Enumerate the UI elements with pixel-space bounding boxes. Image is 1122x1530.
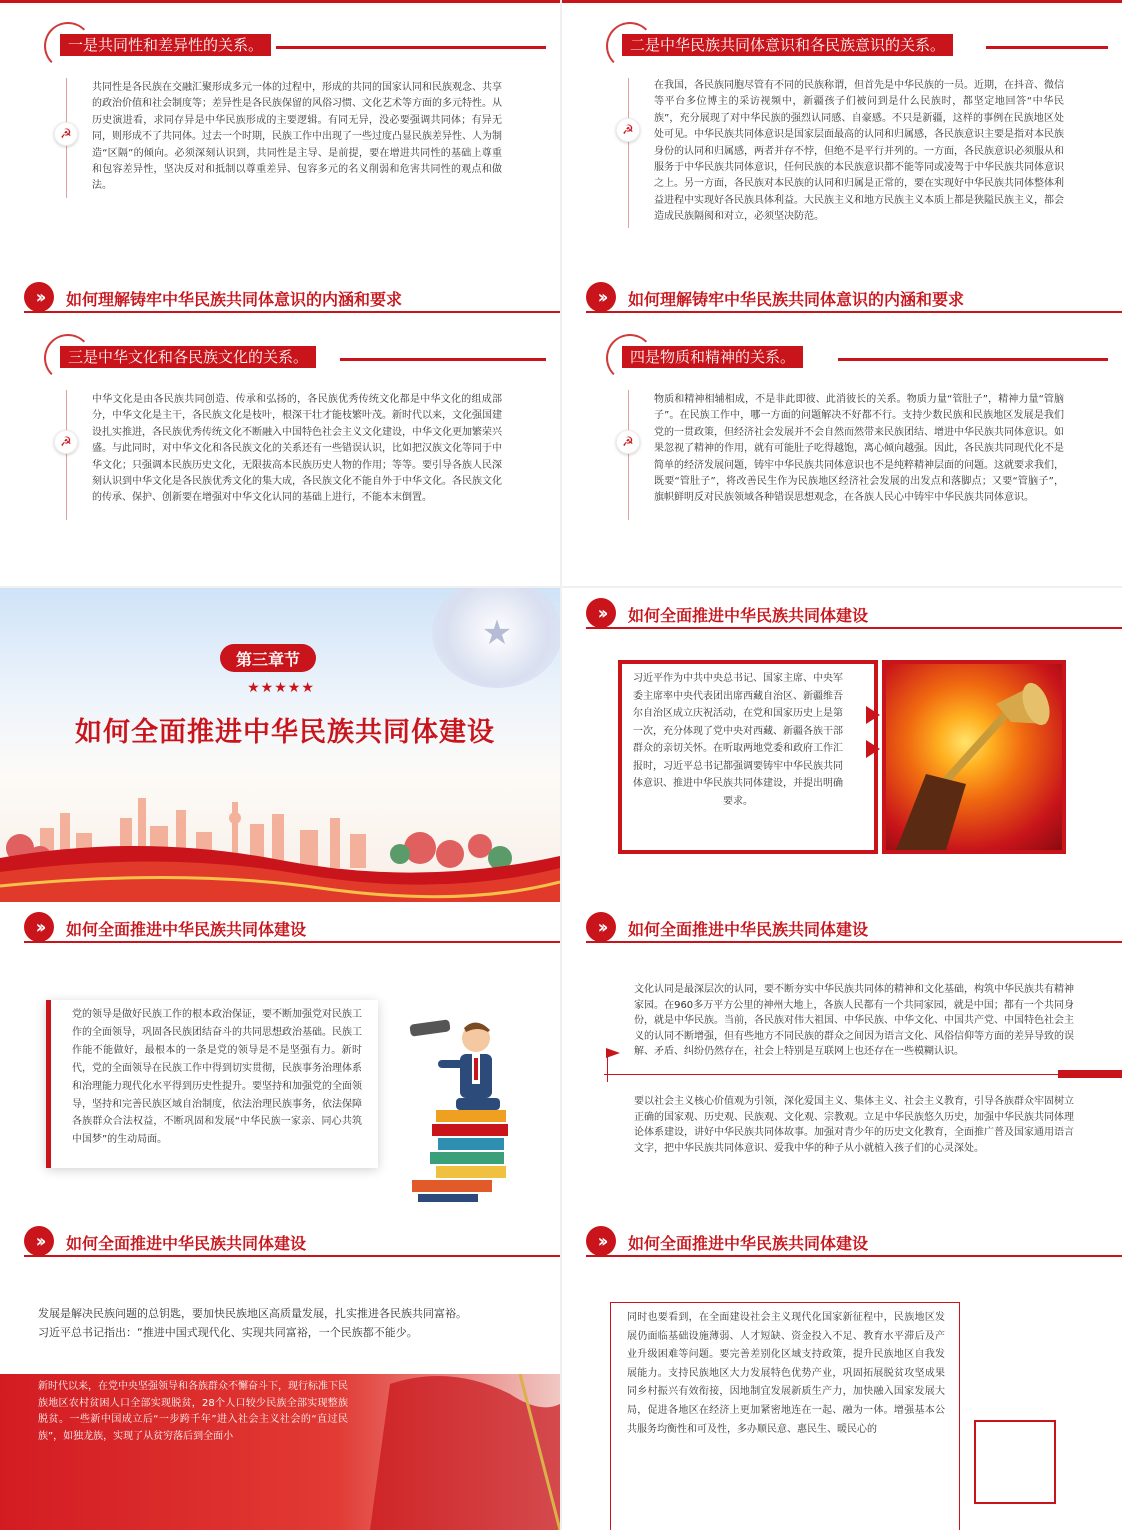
party-emblem-icon: ☭	[54, 122, 78, 146]
flag-icon	[606, 1048, 620, 1058]
cover-title: 如何全面推进中华民族共同体建设	[75, 717, 495, 748]
man-with-telescope-illustration	[408, 1018, 520, 1202]
star-emblem-icon: ★	[432, 588, 560, 688]
section-header: ›› 如何理解铸牢中华民族共同体意识的内涵和要求	[24, 282, 560, 312]
slide-4	[562, 272, 1122, 586]
trumpet-photo	[882, 660, 1066, 854]
subtitle-pill	[44, 334, 544, 374]
red-ribbon-wave	[0, 838, 560, 902]
subtitle: 三是中华文化和各民族文化的关系。	[60, 346, 316, 368]
body-text: 同时也要看到，在全面建设社会主义现代化国家新征程中，民族地区发展仍面临基础设施薄弱、人才短缺、资金投入不足、教育水平滞后及产业升级困难等问题。要完善差别化区域支持政策，提升民族地区自我发展能力。支持民族地区大力发展特色优势产业，巩固拓展脱贫攻坚成果同乡村振兴有效衔接，因地制宜发展新质生产力，加快融入国家发展大局，促进各地区在经济上更加紧密地连在一起、融为一体。增强基本公共服务均衡性和可及性，多办顺民意、惠民生、暖民心的	[627, 1312, 945, 1435]
slide-8	[562, 902, 1122, 1216]
section-header: ›› 如何全面推进中华民族共同体建设	[586, 598, 1122, 628]
body-text: 中华文化是由各民族共同创造、传承和弘扬的，各民族优秀传统文化都是中华文化的组成部分，中华文化是主干，各民族文化是枝叶，根深干壮才能枝繁叶茂。新时代以来，文化强国建设扎实推进，各民族优秀传统文化不断融入中国特色社会主义文化建设，中华文化更加繁荣兴盛。与此同时，对中华文化和各民族文化的关系还有一些错误认识，比如把汉族文化等同于中华文化；只强调本民族历史文化，无限拔高本民族历史人物的作用；等等。要引导各族人民深刻认识到中华文化是各民族优秀文化的集大成，各民族文化不能自外于中华文化。各民族文化的传承、保护、创新要在增强对中华文化认同的基础上进行，不能本末倒置。	[92, 394, 502, 504]
double-chevron-icon: ››	[24, 282, 54, 312]
red-flag-illustration	[370, 1374, 560, 1530]
red-body-text: 新时代以来，在党中央坚强领导和各族群众不懈奋斗下，现行标准下民族地区农村贫困人口全部实现脱贫，28个人口较少民族全部实现整族脱贫。一些新中国成立后“一步跨千年”进入社会主义社会的“直过民族”，如独龙族，实现了从贫穷落后到全面小	[38, 1381, 348, 1442]
section-header: ›› 如何全面推进中华民族共同体建设	[24, 912, 560, 942]
party-emblem-icon: ☭	[616, 430, 640, 454]
arrow-right-icon	[866, 740, 880, 758]
subtitle-pill	[606, 22, 1106, 62]
slide-10	[562, 1216, 1122, 1530]
section-header: ›› 如何理解铸牢中华民族共同体意识的内涵和要求	[586, 282, 1122, 312]
body-text: 物质和精神相辅相成，不是非此即彼、此消彼长的关系。物质力量“管肚子”，精神力量“管脑子”。在民族工作中，哪一方面的问题解决不好都不行。支持少数民族和民族地区发展是我们党的一贯政策，但经济社会发展并不会自然而然带来民族团结、增进中华民族共同体意识。如果忽视了精神的作用，就有可能肚子吃得越饱，离心倾向越强。因此，各民族共同现代化不是简单的经济发展问题，铸牢中华民族共同体意识也不是纯粹精神层面的问题。这就要求我们，既要“管肚子”，将改善民生作为民族地区经济社会发展的出发点和落脚点；又要“管脑子”，旗帜鲜明反对民族领域各种错误思想观念，在各族人民心中铸牢中华民族共同体意识。	[654, 394, 1064, 504]
text-card	[46, 1000, 378, 1168]
subtitle-pill	[44, 22, 544, 62]
double-chevron-icon: ››	[586, 1226, 616, 1256]
body-text: 习近平作为中共中央总书记、国家主席、中央军委主席率中央代表团出席西藏自治区、新疆维吾尔自治区成立庆祝活动，在党和国家历史上是第一次，充分体现了党中央对西藏、新疆各族干部群众的亲切关怀。在听取两地党委和政府工作汇报时，习近平总书记都强调要铸牢中华民族共同体意识、推进中华民族共同体建设，并提出明确要求。	[633, 673, 843, 807]
body-text-2: 要以社会主义核心价值观为引领，深化爱国主义、集体主义、社会主义教育，引导各族群众牢固树立正确的国家观、历史观、民族观、文化观、宗教观。立足中华民族悠久历史，加强中华民族共同体理论体系建设，讲好中华民族共同体故事。加强对青少年的历史文化教育，全面推广普及国家通用语言文字，把中华民族共同体意识、爱我中华的种子从小就植入孩子们的心灵深处。	[634, 1096, 1074, 1154]
slide-5-cover	[0, 588, 560, 902]
text-box	[610, 1302, 960, 1530]
slide-2	[562, 0, 1122, 314]
decorative-square	[974, 1420, 1056, 1504]
intro-text: 发展是解决民族问题的总钥匙，要加快民族地区高质量发展，扎实推进各民族共同富裕。 习近平总书记指出：“推进中国式现代化、实现共同富裕，一个民族都不能少。	[38, 1307, 467, 1339]
section-header: ›› 如何全面推进中华民族共同体建设	[586, 1226, 1122, 1256]
double-chevron-icon: ››	[586, 282, 616, 312]
body-text: 共同性是各民族在交融汇聚形成多元一体的过程中，形成的共同的国家认同和民族观念、共享的政治价值和社会制度等；差异性是各民族保留的风俗习惯、文化艺术等方面的多元特性。从历史演进看，求同存异是中华民族形成的主要逻辑。有同无异，没必要强调共同体；有异无同，则形成不了共同体。过去一个时期，民族工作中出现了一些过度凸显民族差异性、人为制造“区隔”的倾向。必须深刻认识到，共同性是主导、是前提，要在增进共同性的基础上尊重和包容差异性，坚决反对和抵制以尊重差异、包容多元的名义削弱和危害共同性的观点和做法。	[92, 82, 502, 192]
top-rule	[0, 0, 560, 3]
subtitle: 一是共同性和差异性的关系。	[60, 34, 271, 56]
double-chevron-icon: ››	[586, 598, 616, 628]
subtitle-pill	[606, 334, 1106, 374]
slide-3	[0, 272, 560, 586]
slide-1	[0, 0, 560, 314]
slide-9	[0, 1216, 560, 1530]
section-header: ›› 如何全面推进中华民族共同体建设	[586, 912, 1122, 942]
slide-6	[562, 588, 1122, 902]
body-text-1: 文化认同是最深层次的认同，要不断夯实中华民族共同体的精神和文化基础，构筑中华民族共有精神家园。在960多万平方公里的神州大地上，各族人民都有一个共同家园，就是中国；都有一个共同身份，就是中华民族。当前，各民族对伟大祖国、中华民族、中华文化、中国共产党、中国特色社会主义的认同不断增强，但有些地方不同民族的群众之间因为语言文化、风俗信仰等方面的差异导致的误解、矛盾、纠纷仍然存在，社会上特别是互联网上也还存在一些模糊认识。	[634, 984, 1074, 1058]
section-header: ›› 如何全面推进中华民族共同体建设	[24, 1226, 560, 1256]
body-text: 党的领导是做好民族工作的根本政治保证，要不断加强党对民族工作的全面领导，巩固各民族团结奋斗的共同思想政治基础。民族工作能不能做好，最根本的一条是党的领导是不是坚强有力。新时代，党的全面领导在民族工作中得到切实贯彻，民族事务治理体系和治理能力现代化水平得到历史性提升。要坚持和加强党的全面领导，坚持和完善民族区域自治制度，依法治理民族事务，依法保障各族群众合法权益，不断巩固和发展“中华民族一家亲、同心共筑中国梦”的生动局面。	[72, 1009, 362, 1146]
subtitle: 二是中华民族共同体意识和各民族意识的关系。	[622, 34, 953, 56]
stars-icon: ★★★★★	[247, 680, 315, 696]
body-text: 在我国，各民族同胞尽管有不同的民族称谓，但首先是中华民族的一员。近期，在抖音、微信等平台多位博主的采访视频中，新疆孩子们被问到是什么民族时，都坚定地回答“中华民族”，充分展现了对中华民族的强烈认同感、自豪感。不只是新疆，这样的事例在民族地区处处可见。中华民族共同体意识是国家层面最高的认同和归属感，各民族意识主要是指对本民族身份的认同和归属感，两者并存不悖，但绝不是平行并列的。一方面，各民族意识必须服从和服务于中华民族共同体意识，任何民族的本民族意识都不能等同或凌驾于中华民族共同体意识之上。另一方面，各民族对本民族的认同和归属是正常的，要在实现好中华民族共同体整体利益进程中实现好各民族具体利益。大民族主义和地方民族主义本质上都是狭隘民族主义，都会造成民族隔阂和对立，必须坚决防范。	[654, 80, 1064, 223]
double-chevron-icon: ››	[24, 912, 54, 942]
double-chevron-icon: ››	[586, 912, 616, 942]
subtitle: 四是物质和精神的关系。	[622, 346, 803, 368]
red-banner	[0, 1374, 560, 1530]
arrow-right-icon	[866, 706, 880, 724]
slide-7	[0, 902, 560, 1216]
double-chevron-icon: ››	[24, 1226, 54, 1256]
party-emblem-icon: ☭	[54, 430, 78, 454]
text-box	[618, 660, 878, 854]
chapter-badge: 第三章节	[220, 644, 316, 672]
party-emblem-icon: ☭	[616, 118, 640, 142]
